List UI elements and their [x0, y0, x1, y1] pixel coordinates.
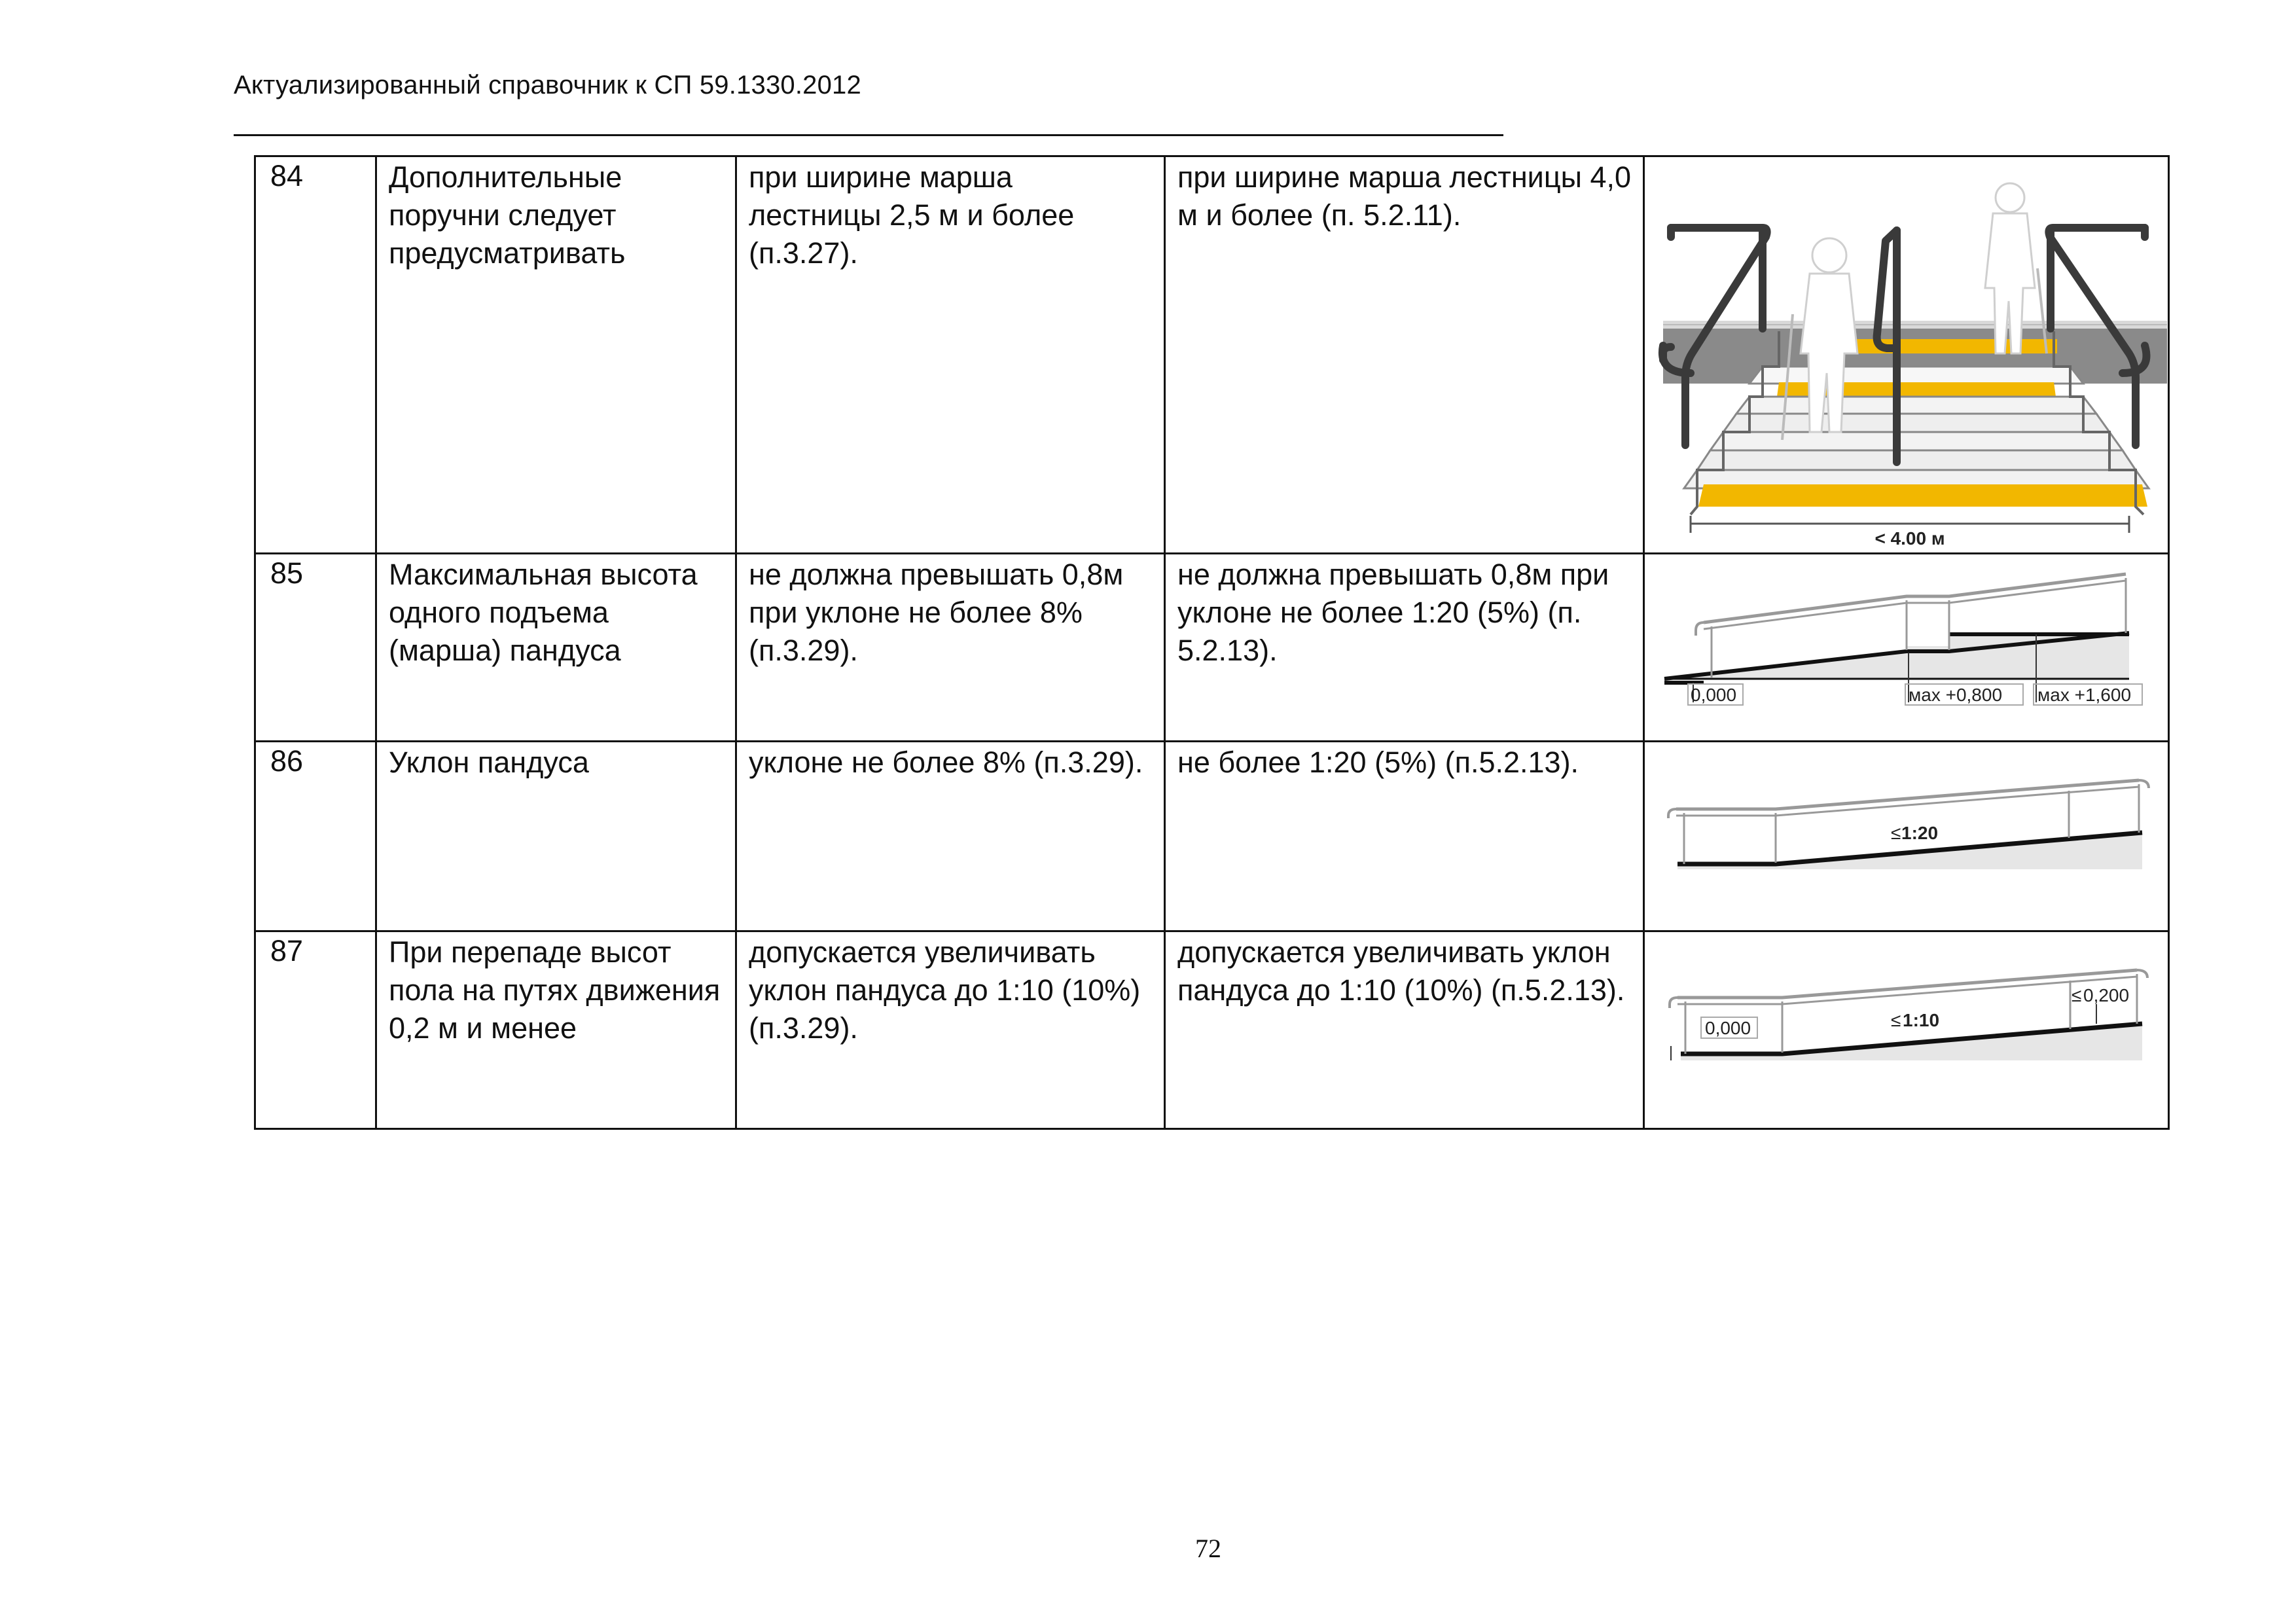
new-norm-cell: не должна превышать 0,8м при уклоне не более 1:20 (5%) (п. 5.2.13). — [1165, 554, 1644, 742]
page-number: 72 — [1195, 1534, 1221, 1563]
figure-cell — [1644, 156, 2169, 554]
old-norm-cell: не должна превышать 0,8м при уклоне не более 8% (п.3.29). — [736, 554, 1165, 742]
norms-comparison-table — [254, 155, 2170, 1130]
elevation-label-second: мах +1,600 — [2037, 685, 2132, 705]
row-number: 86 — [255, 742, 376, 931]
figure-cell — [1644, 742, 2169, 931]
ramp-slope-illustration — [1645, 742, 2170, 929]
document-header: Актуализированный справочник к СП 59.1330.2012 — [234, 71, 861, 99]
row-number: 87 — [255, 931, 376, 1129]
table-row — [255, 742, 2169, 931]
table-row — [255, 931, 2169, 1129]
requirement-cell: Уклон пандуса — [376, 742, 736, 931]
slope-label: 1:10 — [1903, 1010, 1940, 1030]
requirement-cell: При перепаде высот пола на путях движения 0,2 м и менее — [376, 931, 736, 1129]
elevation-label-top: 0,200 — [2083, 985, 2130, 1005]
slope-symbol: ≤ — [1891, 1010, 1901, 1030]
figure-cell — [1644, 931, 2169, 1129]
old-norm-cell: при ширине марша лестницы 2,5 м и более (п.3.27). — [736, 156, 1165, 554]
row-number: 84 — [255, 156, 376, 554]
requirement-cell: Максимальная высота одного подъема (марша) пандуса — [376, 554, 736, 742]
stair-handrails-illustration — [1645, 157, 2170, 551]
figure-cell — [1644, 554, 2169, 742]
new-norm-cell: при ширине марша лестницы 4,0 м и более (п. 5.2.11). — [1165, 156, 1644, 554]
table-row — [255, 156, 2169, 554]
requirement-cell: Дополнительные поручни следует предусматривать — [376, 156, 736, 554]
slope-symbol: ≤ — [1891, 823, 1901, 843]
elevation-label-zero: 0,000 — [1705, 1018, 1751, 1038]
row-number: 85 — [255, 554, 376, 742]
old-norm-cell: уклоне не более 8% (п.3.29). — [736, 742, 1165, 931]
ramp-short-illustration — [1645, 932, 2170, 1127]
new-norm-cell: допускается увеличивать уклон пандуса до 1:10 (10%) (п.5.2.13). — [1165, 931, 1644, 1129]
elevation-label-first: мах +0,800 — [1909, 685, 2003, 705]
ramp-two-flights-illustration — [1645, 554, 2170, 739]
header-rule — [234, 134, 1503, 136]
slope-label: 1:20 — [1901, 823, 1939, 843]
elevation-label-zero: 0,000 — [1691, 685, 1737, 705]
old-norm-cell: допускается увеличивать уклон пандуса до 1:10 (10%) (п.3.29). — [736, 931, 1165, 1129]
stair-width-label: < 4.00 м — [1874, 528, 1945, 549]
new-norm-cell: не более 1:20 (5%) (п.5.2.13). — [1165, 742, 1644, 931]
slope-symbol: ≤ — [2072, 985, 2082, 1005]
table-row — [255, 554, 2169, 742]
